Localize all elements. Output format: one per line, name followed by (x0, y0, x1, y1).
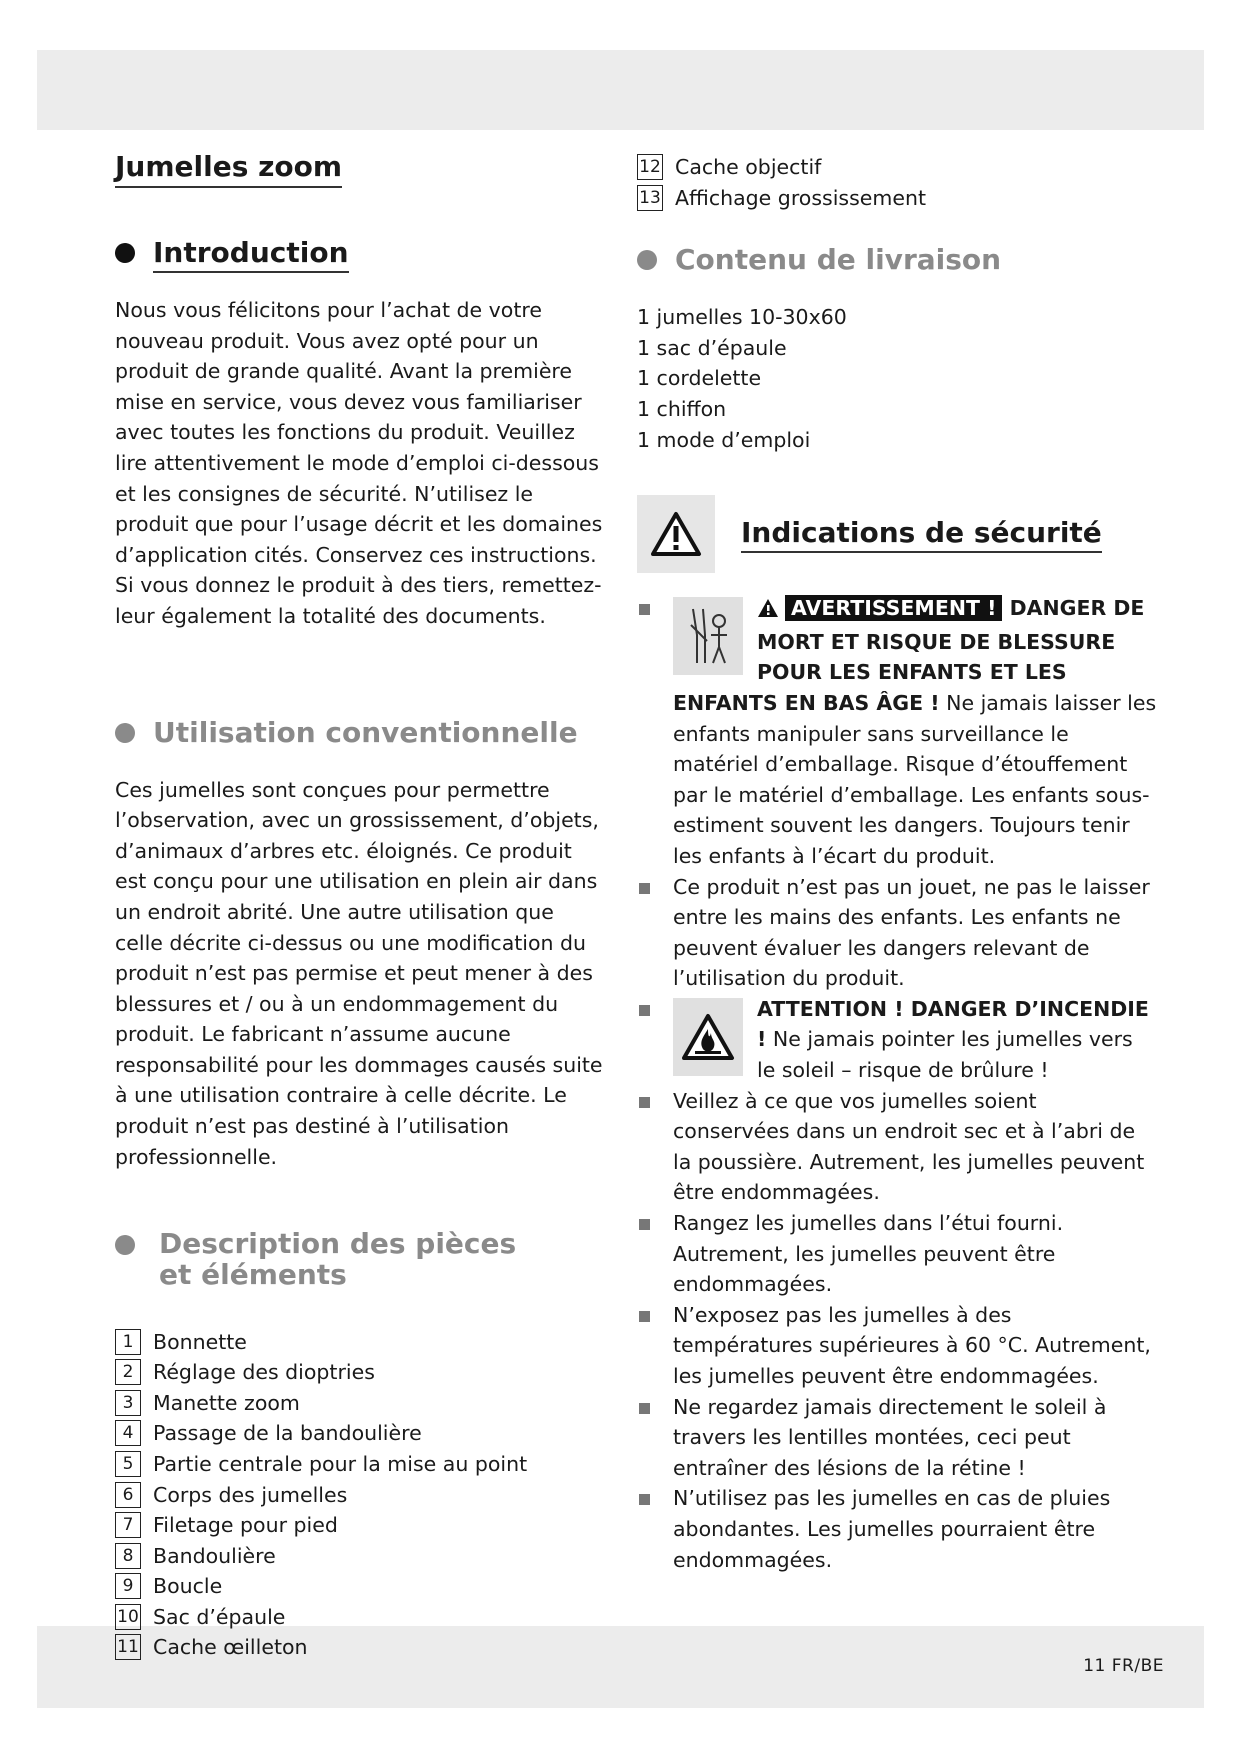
document-title: Jumelles zoom (115, 150, 342, 188)
list-item: 1 cordelette (637, 366, 762, 391)
safety-item: Rangez les jumelles dans l’étui fourni. Autrement, les jumelles peuvent être endommagées. (637, 1208, 1157, 1300)
square-bullet-icon (639, 1005, 650, 1016)
bullet-icon (115, 1235, 135, 1255)
parts-list (115, 1326, 605, 1663)
safety-item: N’utilisez pas les jumelles en cas de pluies abondantes. Les jumelles pourraient être endommagées. (637, 1483, 1157, 1575)
list-item: 4 Passage de la bandoulière (115, 1418, 605, 1449)
safety-heading: Indications de sécurité (637, 495, 1157, 573)
list-item: 1 jumelles 10-30x60 (637, 305, 847, 330)
warning-triangle-icon (637, 495, 715, 573)
warning-icon (757, 596, 779, 627)
square-bullet-icon (639, 604, 650, 615)
parts-list-continued (637, 152, 1157, 213)
square-bullet-icon (639, 883, 650, 894)
usage-heading: Utilisation conventionnelle (115, 716, 605, 751)
delivery-heading: Contenu de livraison (637, 243, 1157, 278)
warning-badge: AVERTISSEMENT ! (785, 595, 1002, 621)
list-item: 7 Filetage pour pied (115, 1510, 605, 1541)
safety-warning-fire: ATTENTION ! DANGER D’INCENDIE ! Ne jamais pointer les jumelles vers le soleil – risque de brûlure ! (637, 994, 1157, 1086)
square-bullet-icon (639, 1311, 650, 1322)
usage-text: Ces jumelles sont conçues pour permettre l’observation, avec un grossissement, d’objets, d’animaux d’arbres etc. éloignés. Ce produit est conçu pour une utilisation en plein air dans un endroit abrité. Une autre utilisation que celle décrite ci-dessus ou une modification du produit n’est pas permise et peut mener à des blessures et / ou à un endommagement du produit. Le fabricant n’assume aucune responsabilité pour les dommages causés suite à une utilisation contraire à celle décrite. Le produit n’est pas destiné à l’utilisation professionnelle. (115, 777, 603, 1169)
header-band (37, 50, 1204, 130)
bullet-icon (115, 723, 135, 743)
bullet-icon (637, 250, 657, 270)
bullet-icon (115, 243, 135, 263)
list-item: 1 Bonnette (115, 1326, 605, 1357)
list-item: 10 Sac d’épaule (115, 1602, 605, 1633)
intro-heading: Introduction (115, 236, 605, 273)
child-hazard-icon (673, 597, 743, 675)
list-item: 1 mode d’emploi (637, 427, 811, 452)
list-item: 5 Partie centrale pour la mise au point (115, 1449, 605, 1480)
list-item: 1 chiffon (637, 396, 727, 421)
safety-item: Ne regardez jamais directement le soleil à travers les lentilles montées, ceci peut entraîner des lésions de la rétine ! (637, 1392, 1157, 1484)
page-number: 11 FR/BE (1083, 1656, 1164, 1676)
safety-item: Ce produit n’est pas un jouet, ne pas le laisser entre les mains des enfants. Les enfants ne peuvent évaluer les dangers relevant de l’utilisation du produit. (637, 872, 1157, 994)
parts-heading: Description des pièces et éléments (115, 1228, 605, 1290)
square-bullet-icon (639, 1494, 650, 1505)
intro-text: Nous vous félicitons pour l’achat de votre nouveau produit. Vous avez opté pour un produit de grande qualité. Avant la première mise en service, vous devez vous familiariser avec toutes les fonctions du produit. Veuillez lire attentivement le mode d’emploi ci-dessous et les consignes de sécurité. N’utilisez le produit que pour l’usage décrit et les domaines d’application cités. Conservez ces instructions. Si vous donnez le produit à des tiers, remettez-leur également la totalité des documents. (115, 298, 603, 628)
list-item: 8 Bandoulière (115, 1540, 605, 1571)
square-bullet-icon (639, 1219, 650, 1230)
list-item: 3 Manette zoom (115, 1387, 605, 1418)
list-item: 11 Cache œilleton (115, 1632, 605, 1663)
list-item: 6 Corps des jumelles (115, 1479, 605, 1510)
safety-item: N’exposez pas les jumelles à des températures supérieures à 60 °C. Autrement, les jumelles peuvent être endommagées. (637, 1300, 1157, 1392)
delivery-list (637, 302, 1157, 455)
right-column (637, 150, 1157, 1575)
list-item: 13 Affichage grossissement (637, 183, 1157, 214)
list-item: 12 Cache objectif (637, 152, 1157, 183)
fire-hazard-icon (673, 998, 743, 1076)
safety-warning-children: AVERTISSEMENT ! DANGER DE MORT ET RISQUE DE BLESSURE POUR LES ENFANTS ET LES ENFANTS EN BAS ÂGE ! Ne jamais laisser les enfants manipuler sans surveillance le matériel d’emballage. Risque d’étouffement par le matériel d’emballage. Les enfants sous-estiment souvent les dangers. Toujours tenir les enfants à l’écart du produit. (637, 593, 1157, 871)
square-bullet-icon (639, 1403, 650, 1414)
safety-item: Veillez à ce que vos jumelles soient conservées dans un endroit sec et à l’abri de la poussière. Autrement, les jumelles peuvent être endommagées. (637, 1086, 1157, 1208)
list-item: 2 Réglage des dioptries (115, 1357, 605, 1388)
square-bullet-icon (639, 1097, 650, 1108)
list-item: 9 Boucle (115, 1571, 605, 1602)
left-column (115, 150, 605, 1663)
list-item: 1 sac d’épaule (637, 335, 787, 360)
